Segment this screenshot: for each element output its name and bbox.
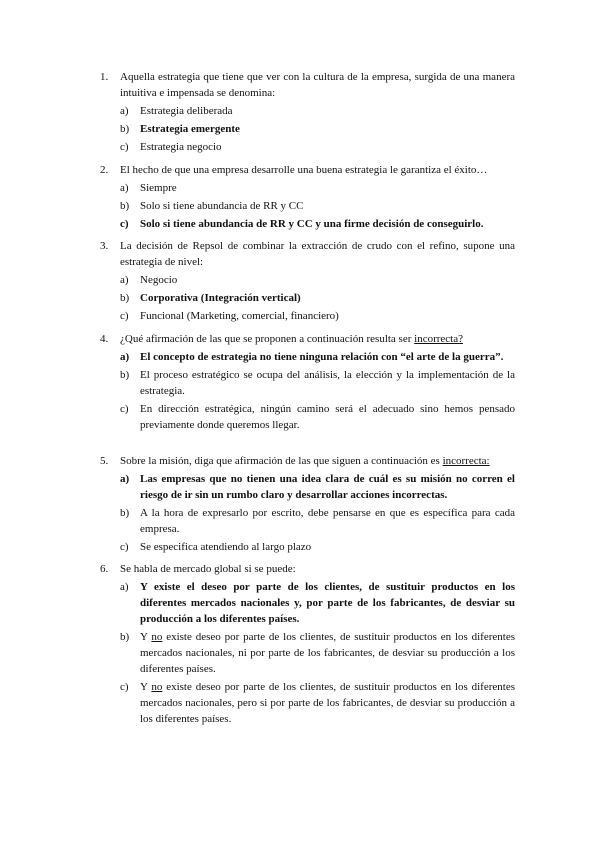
option-text: Estrategia negocio <box>140 141 222 153</box>
option-letter: b) <box>120 200 130 212</box>
option-letter: a) <box>120 581 129 593</box>
question-6 <box>100 561 515 729</box>
option-text-post: existe deseo por parte de los clientes, de sustituir productos en los diferentes mercados nacionales, pero si por parte de los fabricantes, de desviar su producción a los diferentes países. <box>140 681 515 725</box>
option-b-correct <box>100 290 515 306</box>
option-letter: a) <box>120 182 129 194</box>
option-text: Solo si tiene abundancia de RR y CC <box>140 200 304 212</box>
option-letter: c) <box>120 541 129 553</box>
option-text: Negocio <box>140 274 178 286</box>
question-stem <box>100 162 515 178</box>
option-letter: c) <box>120 218 129 230</box>
option-b <box>100 505 515 537</box>
option-text: El concepto de estrategia no tiene ninguna relación con “el arte de la guerra”. <box>140 351 504 363</box>
option-letter: a) <box>120 274 129 286</box>
question-text-underlined: incorrecta? <box>414 333 463 345</box>
option-text-pre: Y <box>140 681 152 693</box>
option-text: El proceso estratégico se ocupa del análisis, la elección y la implementación de la estrategia. <box>140 369 515 397</box>
option-a <box>100 103 515 119</box>
option-letter: c) <box>120 310 129 322</box>
question-5 <box>100 453 515 557</box>
option-text-underlined: no <box>151 681 163 693</box>
question-2 <box>100 162 515 234</box>
question-stem <box>100 69 515 101</box>
question-text: Aquella estrategia que tiene que ver con la cultura de la empresa, surgida de una manera intuitiva e impensada se denomina: <box>120 71 515 99</box>
question-number: 3. <box>100 240 109 252</box>
option-b <box>100 629 515 677</box>
option-text: Solo si tiene abundancia de RR y CC y una firme decisión de conseguirlo. <box>140 218 484 230</box>
option-text: Estrategia emergente <box>140 123 240 135</box>
option-a-correct <box>100 471 515 503</box>
option-text: Siempre <box>140 182 177 194</box>
option-c <box>100 139 515 155</box>
option-letter: b) <box>120 123 130 135</box>
option-letter: b) <box>120 507 130 519</box>
option-c <box>100 401 515 433</box>
option-c <box>100 679 515 727</box>
question-1 <box>100 69 515 157</box>
option-text: Estrategia deliberada <box>140 105 233 117</box>
option-text: En dirección estratégica, ningún camino será el adecuado sino hemos pensado previamente donde queremos llegar. <box>140 403 515 431</box>
option-text-pre: Y <box>140 631 152 643</box>
question-number: 6. <box>100 563 109 575</box>
option-a-correct <box>100 349 515 365</box>
question-text: Se habla de mercado global si se puede: <box>120 563 296 575</box>
option-letter: c) <box>120 141 129 153</box>
option-text: Y existe el deseo por parte de los clientes, de sustituir productos en los diferentes mercados nacionales y, por parte de los fabricantes, de desviar su producción a los diferentes países. <box>140 581 515 625</box>
option-text-underlined: no <box>151 631 163 643</box>
option-text: Las empresas que no tienen una idea clara de cuál es su misión no corren el riesgo de ir sin un rumbo claro y desarrollar acciones incorrectas. <box>140 473 515 501</box>
option-text: A la hora de expresarlo por escrito, debe pensarse en que es específica para cada empresa. <box>140 507 515 535</box>
question-number: 5. <box>100 455 109 467</box>
option-letter: b) <box>120 292 130 304</box>
option-letter: a) <box>120 351 130 363</box>
option-letter: b) <box>120 369 130 381</box>
question-text: ¿Qué afirmación de las que se proponen a continuación resulta ser <box>120 333 415 345</box>
question-stem <box>100 238 515 270</box>
question-stem <box>100 331 515 347</box>
question-text-underlined: incorrecta: <box>442 455 490 467</box>
option-letter: a) <box>120 105 129 117</box>
option-a <box>100 272 515 288</box>
option-b <box>100 367 515 399</box>
option-c <box>100 308 515 324</box>
option-text: Se especifica atendiendo al largo plazo <box>140 541 312 553</box>
option-b-correct <box>100 121 515 137</box>
question-3 <box>100 238 515 326</box>
option-text: Corporativa (Integración vertical) <box>140 292 301 304</box>
question-text: Sobre la misión, diga que afirmación de las que siguen a continuación es <box>120 455 443 467</box>
option-a-correct <box>100 579 515 627</box>
question-4 <box>100 331 515 435</box>
question-number: 4. <box>100 333 109 345</box>
option-c <box>100 539 515 555</box>
question-number: 1. <box>100 71 109 83</box>
option-c-correct <box>100 216 515 232</box>
option-text: Funcional (Marketing, comercial, financiero) <box>140 310 339 322</box>
option-letter: c) <box>120 403 129 415</box>
option-a <box>100 180 515 196</box>
option-letter: b) <box>120 631 130 643</box>
question-text: El hecho de que una empresa desarrolle una buena estrategia le garantiza el éxito… <box>120 164 488 176</box>
option-b <box>100 198 515 214</box>
option-text-post: existe deseo por parte de los clientes, de sustituir productos en los diferentes mercados nacionales, ni por parte de los fabricantes, de desviar su producción a los diferentes países. <box>140 631 515 675</box>
question-text: La decisión de Repsol de combinar la extracción de crudo con el refino, supone una estrategia de nivel: <box>120 240 515 268</box>
question-stem <box>100 561 515 577</box>
option-letter: c) <box>120 681 129 693</box>
question-stem <box>100 453 515 469</box>
option-letter: a) <box>120 473 130 485</box>
question-number: 2. <box>100 164 109 176</box>
